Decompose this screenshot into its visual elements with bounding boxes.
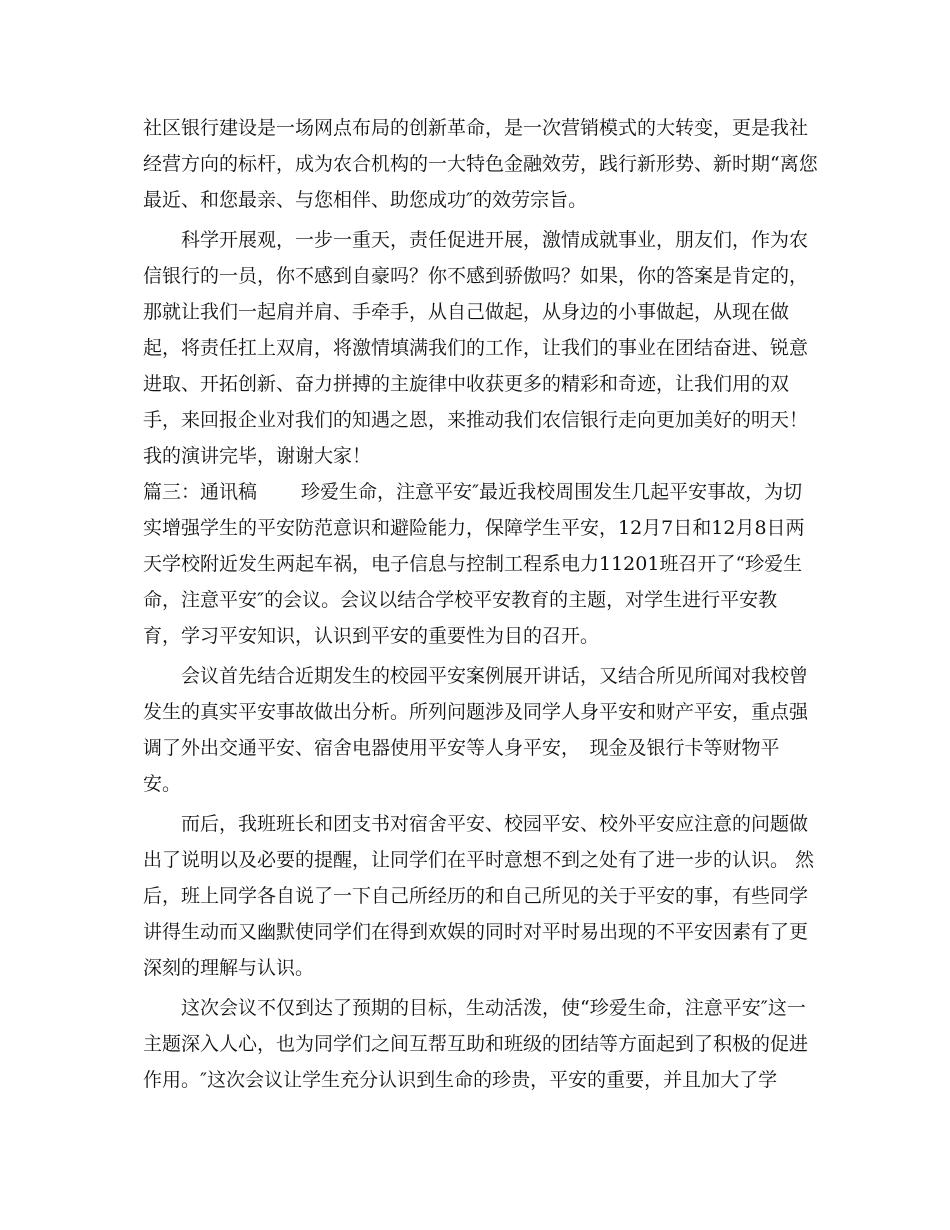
text-line: 出了说明以及必要的提醒，让同学们在平时意想不到之处有了进一步的认识。 然 — [143, 849, 815, 871]
text-line: 社区银行建设是一场网点布局的创新革命，是一次营销模式的大转变，更是我社 — [143, 117, 809, 139]
text-line: 而后，我班班长和团支书对宿舍平安、校园平安、校外平安应注意的问题做 — [143, 813, 809, 835]
text-line: 科学开展观，一步一重天，责任促进开展，激情成就事业，朋友们，作为农 — [143, 229, 809, 251]
text-line: 讲得生动而又幽默使同学们在得到欢娱的同时对平时易出现的不平安因素有了更 — [143, 921, 809, 943]
text-line: 最近、和您最亲、与您相伴、助您成功″的效劳宗旨。 — [143, 189, 588, 211]
text-line: 实增强学生的平安防范意识和避险能力，保障学生平安，12月7日和12月8日两 — [143, 517, 805, 539]
text-line: 主题深入人心，也为同学们之间互帮互助和班级的团结等方面起到了积极的促进 — [143, 1033, 809, 1055]
text-line: 信银行的一员，你不感到自豪吗？你不感到骄傲吗？如果，你的答案是肯定的， — [143, 265, 809, 287]
text-line: 发生的真实平安事故做出分析。所列问题涉及同学人身平安和财产平安，重点强 — [143, 701, 809, 723]
text-line: 深刻的理解与认识。 — [143, 957, 315, 979]
text-line: 那就让我们一起肩并肩、手牵手，从自己做起，从身边的小事做起，从现在做 — [143, 301, 790, 323]
section-heading-line: 篇三：通讯稿 珍爱生命，注意平安″最近我校周围发生几起平安事故，为切 — [143, 481, 803, 503]
text-line: 进取、开拓创新、奋力拼搏的主旋律中收获更多的精彩和奇迹，让我们用的双 — [143, 373, 790, 395]
text-line: 经营方向的标杆，成为农合机构的一大特色金融效劳，践行新形势、新时期“离您 — [143, 153, 818, 175]
text-line: 我的演讲完毕，谢谢大家！ — [143, 445, 372, 467]
text-line: 安。 — [143, 773, 182, 795]
text-line: 手，来回报企业对我们的知遇之恩，来推动我们农信银行走向更加美好的明天！ — [143, 409, 809, 431]
text-line: 会议首先结合近期发生的校园平安案例展开讲话，又结合所见所闻对我校曾 — [143, 665, 809, 687]
text-line: 天学校附近发生两起车祸，电子信息与控制工程系电力11201班召开了“珍爱生 — [143, 553, 803, 575]
text-line: 调了外出交通平安、宿舍电器使用平安等人身平安， 现金及银行卡等财物平 — [143, 737, 780, 759]
text-line: 后，班上同学各自说了一下自己所经历的和自己所见的关于平安的事，有些同学 — [143, 885, 809, 907]
text-line: 命，注意平安″的会议。会议以结合学校平安教育的主题，对学生进行平安教 — [143, 589, 778, 611]
text-line: 起，将责任扛上双肩，将激情填满我们的工作，让我们的事业在团结奋进、锐意 — [143, 337, 809, 359]
text-line: 这次会议不仅到达了预期的目标，生动活泼，使“珍爱生命，注意平安″这一 — [143, 997, 806, 1019]
text-line: 育，学习平安知识，认识到平安的重要性为目的召开。 — [143, 625, 600, 647]
text-line: 作用。″这次会议让学生充分认识到生命的珍贵，平安的重要，并且加大了学 — [143, 1069, 778, 1091]
